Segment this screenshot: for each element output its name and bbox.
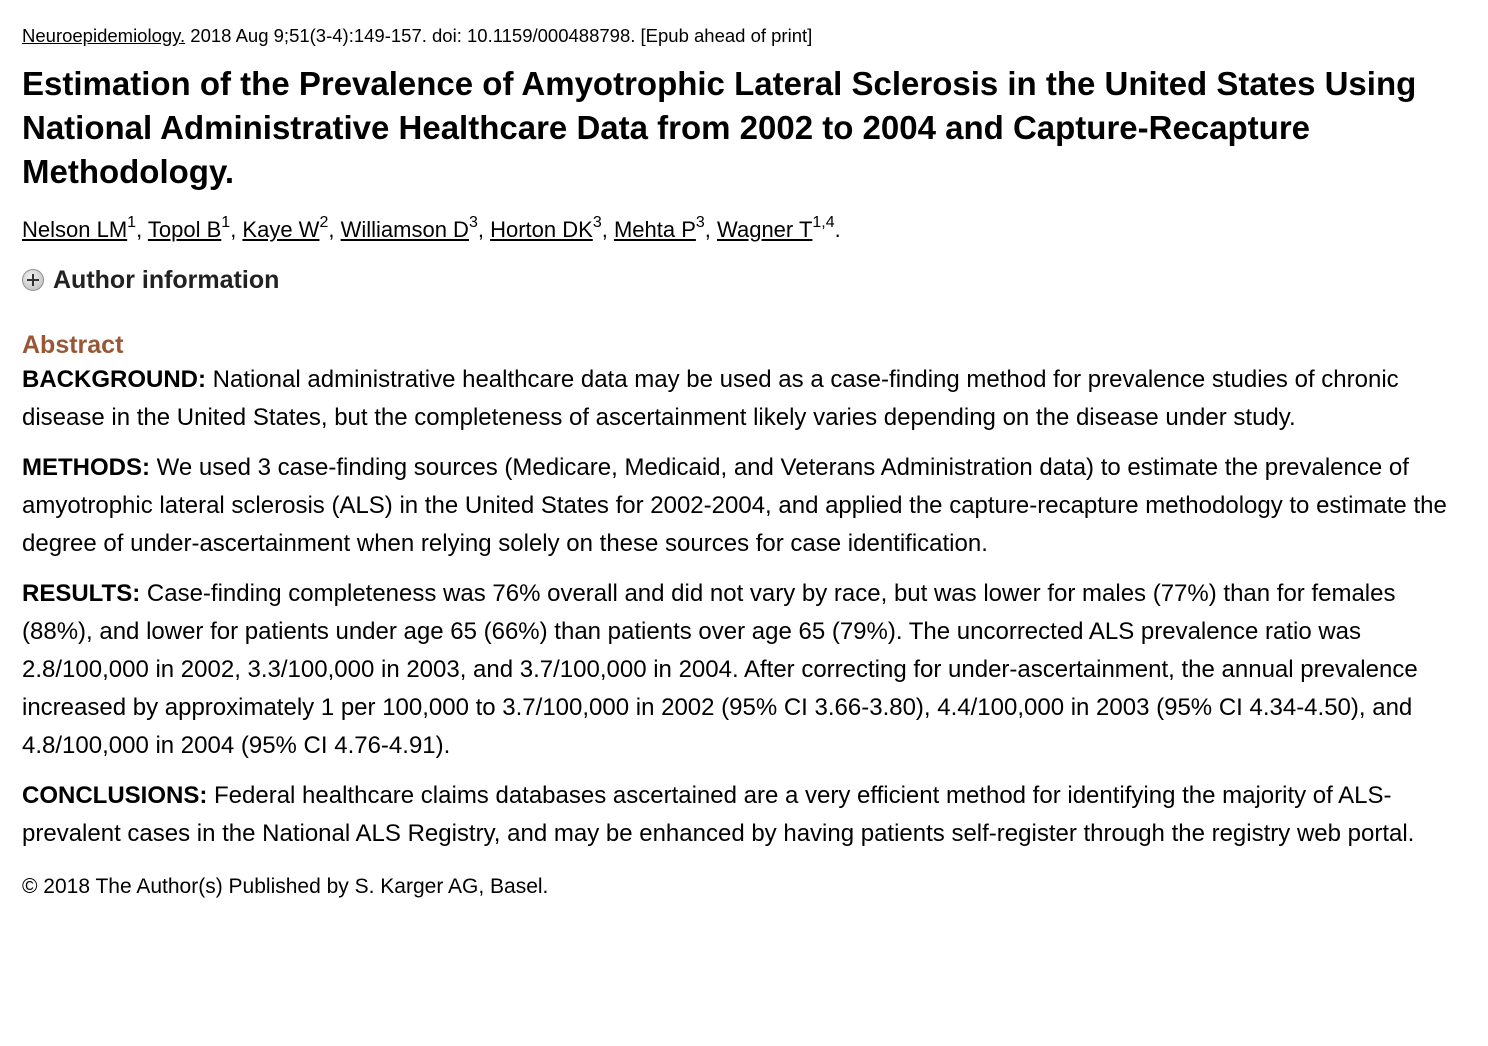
author-separator: , — [328, 217, 341, 242]
plus-circle-icon[interactable] — [22, 269, 44, 291]
author-link[interactable]: Wagner T — [717, 217, 813, 242]
author-link[interactable]: Nelson LM — [22, 217, 128, 242]
author-link[interactable]: Topol B — [147, 217, 222, 242]
author-separator: , — [704, 217, 718, 242]
abstract-heading: Abstract — [22, 331, 124, 359]
author-entry — [242, 213, 341, 242]
author-affiliation: 1 — [127, 213, 137, 231]
author-affiliation: 1 — [221, 213, 231, 231]
author-information-label[interactable]: Author information — [53, 265, 280, 294]
citation-line — [22, 22, 1472, 50]
author-information-toggle[interactable] — [22, 264, 1472, 296]
author-entry — [717, 213, 841, 242]
journal-link[interactable]: Neuroepidemiology. — [22, 25, 186, 46]
section-text: We used 3 case-finding sources (Medicare, Medicaid, and Veterans Administration data) to estimate the prevalence of amyotrophic lateral sclerosis (ALS) in the United States for 2002-2004, and applied the capture-recapture methodology to estimate the degree of under-ascertainment when relying solely on these sources for case identification. — [22, 454, 1447, 557]
author-entry — [490, 213, 614, 242]
section-text: Case-finding completeness was 76% overall and did not vary by race, but was lower for males (77%) than for females (88%), and lower for patients under age 65 (66%) than patients over age 65 (79%). The uncorrected ALS prevalence ratio was 2.8/100,000 in 2002, 3.3/100,000 in 2003, and 3.7/100,000 in 2004. After correcting for under-ascertainment, the annual prevalence increased by approximately 1 per 100,000 to 3.7/100,000 in 2002 (95% CI 3.66-3.80), 4.4/100,000 in 2003 (95% CI 4.34-4.50), and 4.8/100,000 in 2004 (95% CI 4.76-4.91). — [22, 580, 1418, 759]
author-list — [22, 213, 1472, 244]
author-affiliation: 1,4 — [812, 213, 835, 231]
author-affiliation: 3 — [468, 213, 478, 231]
author-affiliation: 3 — [695, 213, 705, 231]
citation-details: 2018 Aug 9;51(3-4):149-157. doi: 10.1159/000488798. [Epub ahead of print] — [185, 25, 813, 46]
author-separator: , — [230, 217, 243, 242]
author-separator: , — [601, 217, 614, 242]
abstract-section-conclusions — [22, 777, 1472, 853]
author-affiliation: 2 — [319, 213, 329, 231]
author-affiliation: 3 — [592, 213, 602, 231]
section-text: Federal healthcare claims databases ascertained are a very efficient method for identifying the majority of ALS-prevalent cases in the National ALS Registry, and may be enhanced by having patients self-register through the registry web portal. — [22, 782, 1415, 847]
author-link[interactable]: Horton DK — [490, 217, 593, 242]
abstract-section-methods — [22, 449, 1472, 563]
article-title: Estimation of the Prevalence of Amyotrophic Lateral Sclerosis in the United States Using National Administrative Healthcare Data from 2002 to 2004 and Capture-Recapture Methodology. — [22, 65, 1417, 190]
abstract-section-results — [22, 575, 1472, 765]
abstract-body — [22, 361, 1472, 853]
article-page — [22, 22, 1472, 901]
author-separator: . — [834, 217, 841, 242]
author-link[interactable]: Kaye W — [242, 217, 320, 242]
section-label: RESULTS: — [22, 580, 141, 607]
author-entry — [147, 213, 243, 242]
abstract-section-background — [22, 361, 1472, 437]
section-text: National administrative healthcare data may be used as a case-finding method for prevalence studies of chronic disease in the United States, but the completeness of ascertainment likely varies depending on the disease under study. — [22, 366, 1399, 431]
author-link[interactable]: Mehta P — [613, 217, 696, 242]
section-label: METHODS: — [22, 454, 150, 481]
copyright-notice: © 2018 The Author(s) Published by S. Karger AG, Basel. — [22, 875, 549, 898]
author-separator: , — [477, 217, 491, 242]
author-link[interactable]: Williamson D — [340, 217, 469, 242]
author-entry — [340, 213, 491, 242]
author-entry — [613, 213, 718, 242]
author-separator: , — [136, 217, 148, 242]
author-entry — [22, 213, 148, 242]
section-label: BACKGROUND: — [22, 366, 206, 393]
section-label: CONCLUSIONS: — [22, 782, 208, 809]
